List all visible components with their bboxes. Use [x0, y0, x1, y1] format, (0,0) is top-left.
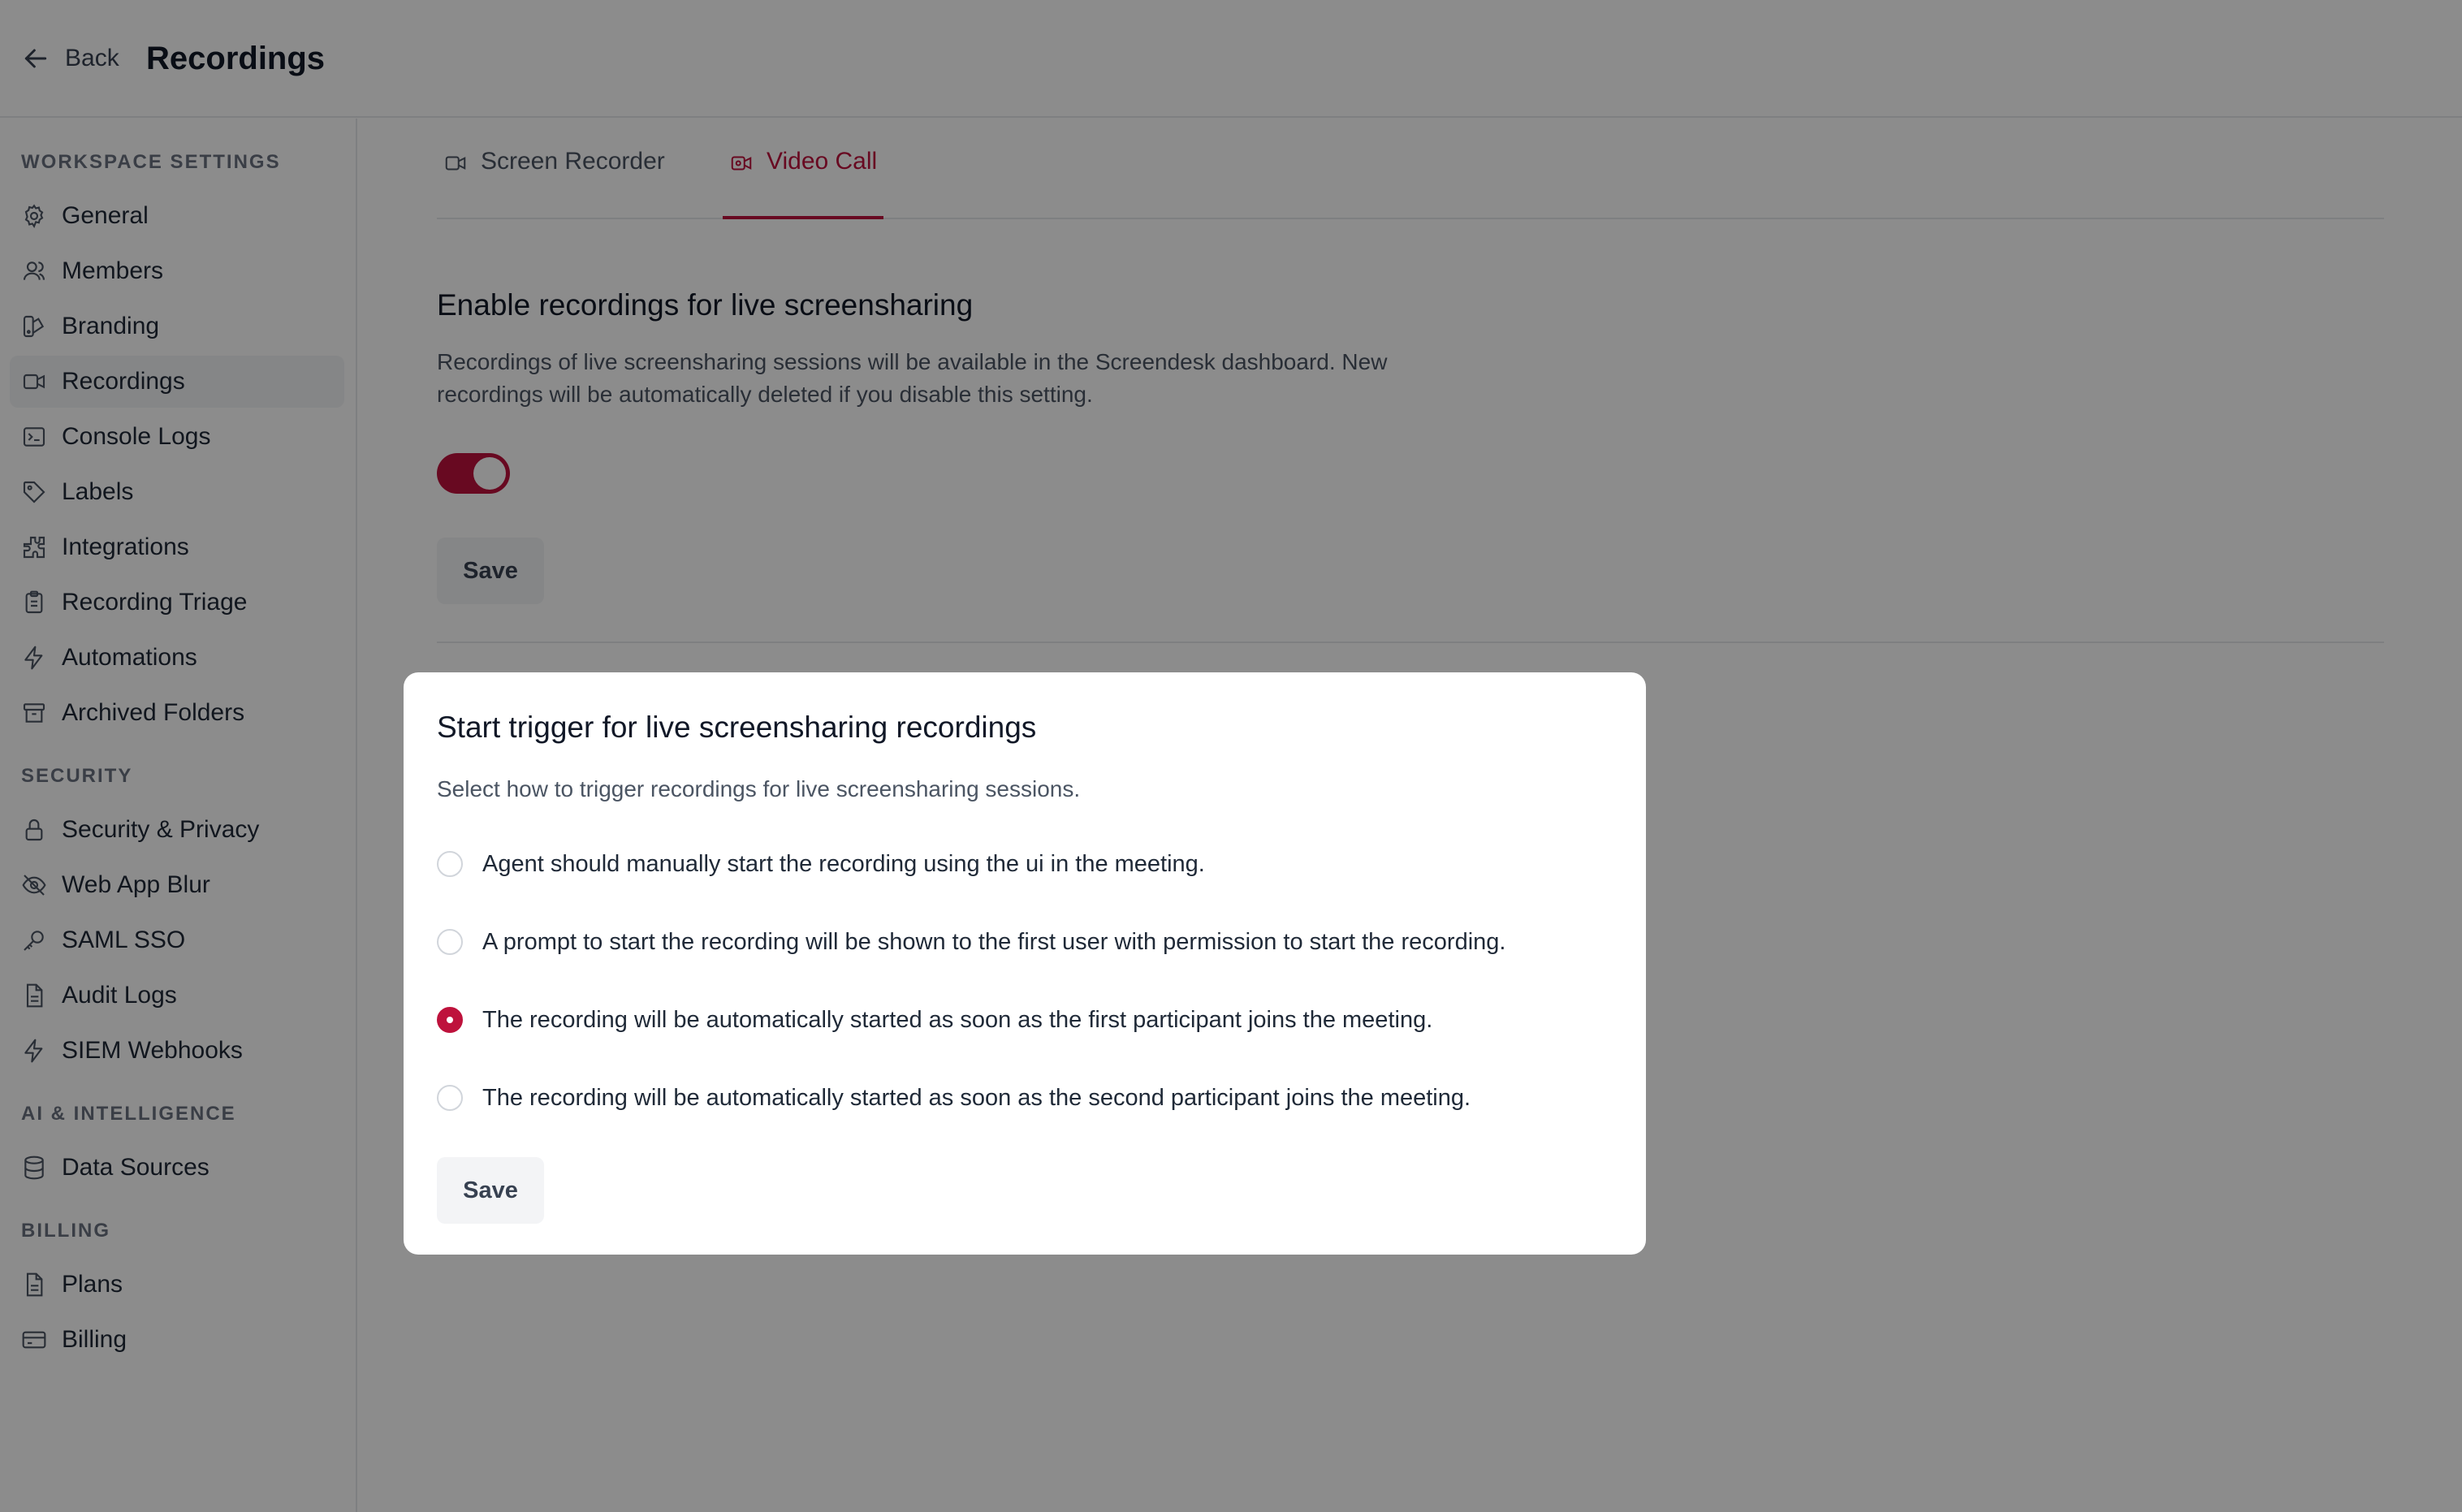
sidebar-item-label: Recordings	[62, 368, 185, 395]
sidebar-item-label: SAML SSO	[62, 927, 186, 953]
sidebar-section-title: WORKSPACE SETTINGS	[21, 151, 281, 173]
sidebar-item-label: Console Logs	[62, 423, 211, 450]
trigger-option-prompt[interactable]	[437, 922, 1505, 961]
radio-button[interactable]	[437, 929, 463, 955]
sidebar-item-label: Automations	[62, 644, 197, 671]
sidebar-item-label: SIEM Webhooks	[62, 1037, 243, 1064]
radio-button[interactable]	[437, 1085, 463, 1111]
back-label: Back	[65, 45, 119, 71]
live-recordings-description: Recordings of live screensharing sessions will be available in the Screendesk dashboard. New recordings will be automatically deleted if you disable this setting.	[437, 349, 1388, 407]
sidebar-item-label: Plans	[62, 1271, 123, 1298]
option-label: The recording will be automatically started as soon as the first participant joins the meeting.	[482, 1006, 1433, 1033]
sidebar-item-label: Archived Folders	[62, 699, 245, 726]
sidebar-item-label: Labels	[62, 478, 134, 505]
sidebar-item-label: Audit Logs	[62, 982, 177, 1009]
save-button[interactable]: Save	[437, 538, 544, 604]
radio-button[interactable]	[437, 851, 463, 877]
trigger-option-first-participant[interactable]	[437, 1000, 1432, 1039]
sidebar-section-title: SECURITY	[21, 765, 133, 787]
start-trigger-description: Select how to trigger recordings for live screensharing sessions.	[437, 776, 1081, 801]
sidebar-item-label: Recording Triage	[62, 589, 248, 616]
sidebar-item-label: Integrations	[62, 534, 189, 560]
trigger-option-manual[interactable]	[437, 845, 1205, 883]
sidebar-item-label: Billing	[62, 1326, 127, 1353]
start-trigger-card	[404, 672, 1646, 1255]
sidebar-item-label: Members	[62, 257, 164, 284]
sidebar-item-label: General	[62, 202, 149, 229]
sidebar-item-label: Data Sources	[62, 1154, 209, 1181]
sidebar-item-label: Security & Privacy	[62, 816, 260, 843]
tab-label: Video Call	[767, 148, 878, 175]
save-button[interactable]: Save	[437, 1157, 544, 1224]
trigger-option-second-participant[interactable]	[437, 1078, 1471, 1117]
start-trigger-title: Start trigger for live screensharing recordings	[437, 711, 1037, 744]
sidebar-section-title: AI & INTELLIGENCE	[21, 1103, 236, 1125]
radio-button[interactable]	[437, 1007, 463, 1033]
live-recordings-title: Enable recordings for live screensharing	[437, 288, 974, 322]
sidebar-item-label: Branding	[62, 313, 160, 339]
option-label: Agent should manually start the recording using the ui in the meeting.	[482, 850, 1205, 877]
sidebar-section-title: BILLING	[21, 1220, 110, 1242]
sidebar-item-label: Web App Blur	[62, 871, 210, 898]
tab-label: Screen Recorder	[481, 148, 665, 175]
option-label: A prompt to start the recording will be shown to the first user with permission to start the recording.	[482, 928, 1506, 955]
option-label: The recording will be automatically started as soon as the second participant joins the meeting.	[482, 1084, 1471, 1111]
page-title: Recordings	[146, 41, 326, 76]
